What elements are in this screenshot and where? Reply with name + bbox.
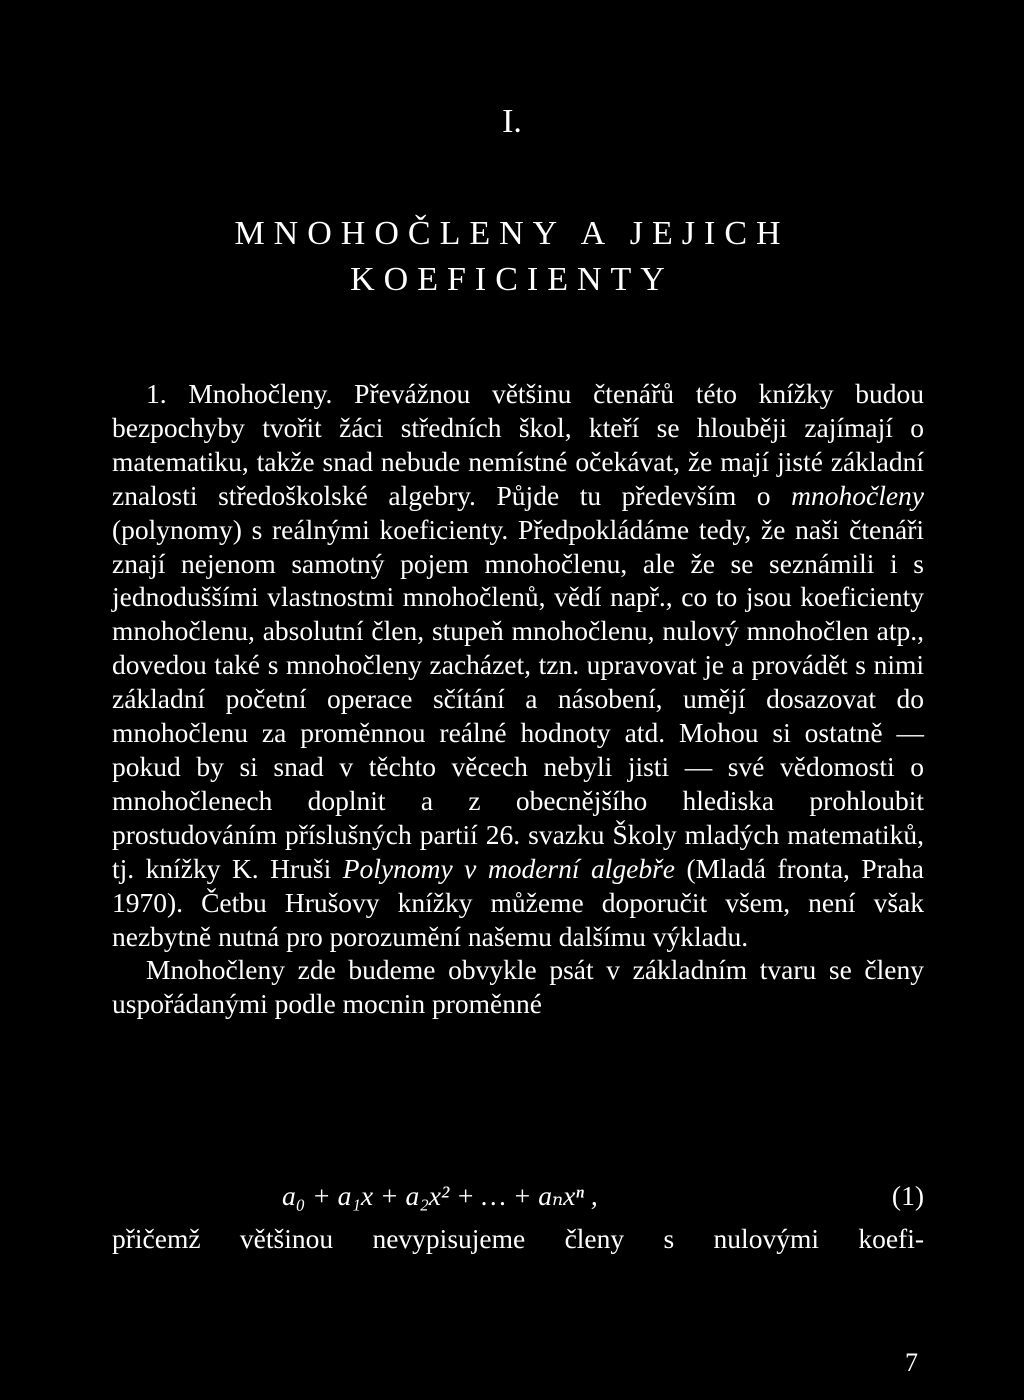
book-title: Polynomy v moderní algebře xyxy=(342,852,676,884)
section-heading: 1. Mnohočleny. xyxy=(146,378,333,409)
section-text-b: (polynomy) s reálnými koeficienty. Předpokládáme tedy, že naši čtenáři znají nejenom samotný pojem mnohočlenu, ale že se seznámili i s jednoduššími vlastnostmi mnohočlenů, vědí např., co to jsou koeficienty mnohočlenu, absolutní člen, stupeň mnohočlenu, nulový mnohočlen atp., dovedou také s mnohočleny zacházet, tzn. upravovat je a provádět s nimi základní početní operace sčítání a násobení, umějí dosazovat do mnohočlenu za proměnnou reálné hodnoty atd. Mohou si ostatně — pokud by si snad v těchto věcech nebyli jisti — své vědomosti o mnohočlenech doplnit a z obecnějšího hlediska prohloubit prostudováním příslušných partií 26. svazku Školy mladých matematiků, tj. knížky K. Hruši xyxy=(112,513,924,884)
continuation-line: přičemž většinou nevypisujeme členy s nulovými koefi- xyxy=(112,1223,924,1254)
chapter-title-line-1: MNOHOČLENY A JEJICH xyxy=(234,215,790,252)
section-text-a: Převážnou většinu čtenářů této knížky budou bezpochyby tvořit žáci středních škol, kteří se hlouběji zajímají o matematiku, takže snad nebude nemístné očekávat, že mají jisté základní znalosti středoškolské algebry. Půjde tu především o xyxy=(112,378,924,511)
body-text xyxy=(112,377,924,1021)
chapter-title-line-2: KOEFICIENTY xyxy=(350,261,674,298)
section-text-c: (Mladá fronta, Praha 1970). Četbu Hrušovy knížky můžeme doporučit všem, není však nezbytně nutná pro porozumění našemu dalšímu výkladu. xyxy=(112,852,925,952)
formula-row xyxy=(112,1176,924,1216)
page-number: 7 xyxy=(905,1348,918,1377)
polynomial-formula: a₀ + a₁x + a₂x² + … + aₙxⁿ , xyxy=(282,1180,598,1211)
paragraph-2: Mnohočleny zde budeme obvykle psát v základním tvaru se členy uspořádanými podle mocnin proměnné xyxy=(112,954,924,1020)
chapter-number: I. xyxy=(502,103,522,140)
term-mnohocleny: mnohočleny xyxy=(791,479,924,511)
formula-number: (1) xyxy=(891,1180,924,1211)
paragraph-section-1 xyxy=(112,377,924,953)
